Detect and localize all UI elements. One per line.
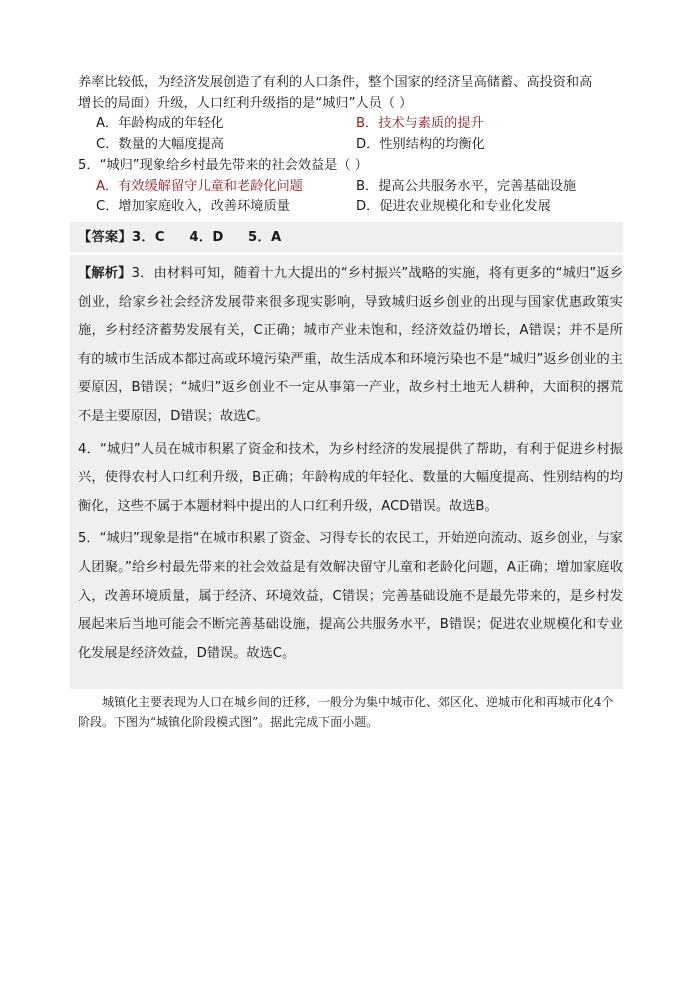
analysis-p3-text: 3．由材料可知，随着十九大提出的“乡村振兴”战略的实施，将有更多的“城归”返乡创业，给家乡社会经济发展带来很多现实影响，导致城归返乡创业的出现与国家优惠政策实施，乡村经济蓄势发展有关，C正确；城市产业未饱和，经济效益仍增长，A错误；并不是所有的城市生活成本都过高或环境污染严重，故生活成本和环境污染也不是“城归”返乡创业的主要原因，B错误；“城归”返乡创业不一定从事第一产业，故乡村土地无人耕种，大面积的撂荒不是主要原因，D错误；故选C。: [78, 266, 624, 424]
analysis-p3: [78, 260, 623, 432]
q5-option-b: B．提高公共服务水平，完善基础设施: [356, 178, 577, 194]
q4-option-b: B．技术与素质的提升: [356, 116, 484, 132]
q4-option-d: D．性别结构的均衡化: [356, 137, 485, 153]
q5-option-a: A．有效缓解留守儿童和老龄化问题: [96, 178, 303, 194]
q4-option-c: C．数量的大幅度提高: [96, 137, 224, 153]
answer-line: [78, 229, 282, 247]
q4-context-line2: 增长的局面）升级，人口红利升级指的是“城归”人员（ ）: [78, 95, 413, 111]
q4-options-row2: [78, 135, 618, 156]
q4-option-a: A．年龄构成的年轻化: [96, 116, 224, 132]
q5-options-row2: [78, 197, 618, 218]
answer-label: 【答案】: [78, 230, 132, 245]
answer-values: 3．C 4．D 5．A: [131, 230, 282, 245]
analysis-p5: 5．“城归”现象是指“在城市积累了资金、习得专长的农民工，开始逆向流动、返乡创业，与家人团聚。”给乡村最先带来的社会效益是有效解决留守儿童和老龄化问题，A正确；增加家庭收入，改善环境质量，属于经济、环境效益，C错误；完善基础设施不是最先带来的，是乡村发展起来后当地可能会不断完善基础设施，提高公共服务水平，B错误；促进农业规模化和专业化发展是经济效益，D错误。故选C。: [78, 531, 623, 661]
q5-option-c: C．增加家庭收入，改善环境质量: [96, 199, 290, 215]
analysis-section: [78, 260, 623, 668]
intro-paragraph: 城镇化主要表现为人口在城乡间的迁移，一般分为集中城市化、郊区化、逆城市化和再城市化4个阶段。下图为“城镇化阶段模式图”。据此完成下面小题。: [78, 695, 614, 729]
next-material-intro: [78, 692, 618, 732]
q5-options-row1: [78, 177, 618, 198]
analysis-p4: 4．“城归”人员在城市积累了资金和技术，为乡村经济的发展提供了帮助，有利于促进乡村振兴，使得农村人口红利升级，B正确；年龄构成的年轻化、数量的大幅度提高、性别结构的均衡化，这些不属于本题材料中提出的人口红利升级，ACD错误。故选B。: [78, 441, 623, 514]
q4-options-row1: [78, 114, 618, 135]
question-block: [78, 73, 618, 218]
analysis-label: 【解析】: [78, 266, 132, 281]
q4-context-line1: 养率比较低，为经济发展创造了有利的人口条件，整个国家的经济呈高储蓄、高投资和高: [78, 75, 593, 90]
q5-option-d: D．促进农业规模化和专业化发展: [356, 199, 551, 215]
q5-stem: 5．“城归”现象给乡村最先带来的社会效益是（ ）: [78, 157, 368, 173]
